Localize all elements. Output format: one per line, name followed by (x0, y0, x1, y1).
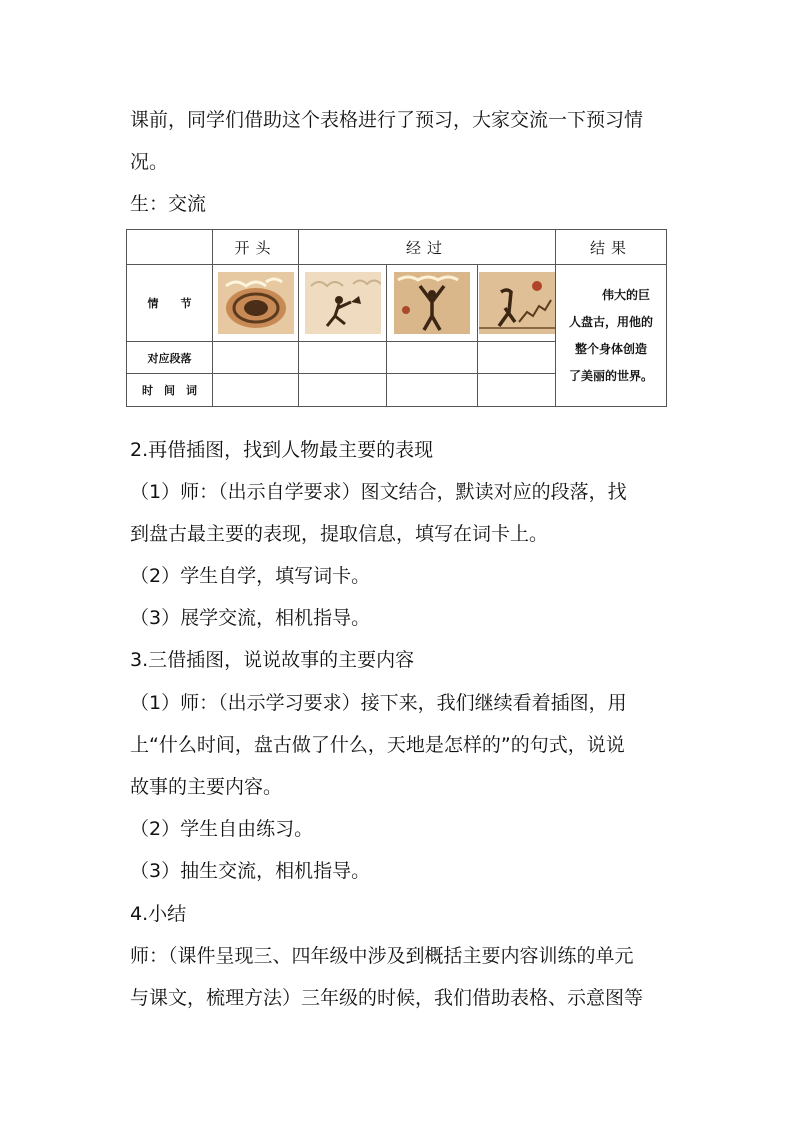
section4-title: 4.小结 (130, 903, 187, 925)
hold-sky-illustration (394, 272, 470, 334)
result-text-line: 整个身体创造 (575, 341, 648, 356)
empty-cell (213, 374, 299, 407)
result-text-line: 了美丽的世界。 (569, 368, 654, 383)
empty-cell (478, 374, 556, 407)
section2-item1-line: （1）师：（出示自学要求）图文结合，默读对应的段落，找 (130, 481, 627, 503)
table-header-start: 开头 (213, 230, 299, 265)
result-cell (556, 265, 667, 407)
body-transform-illustration (479, 272, 555, 334)
section3-item1-line: 上“什么时间，盘古做了什么，天地是怎样的”的句式，说说 (130, 734, 625, 756)
section3-item1-line: 故事的主要内容。 (130, 776, 283, 798)
empty-cell (299, 374, 387, 407)
table-header-process: 经过 (299, 230, 556, 265)
section3-item1-line: （1）师：（出示学习要求）接下来，我们继续看着插图，用 (130, 692, 627, 714)
axe-chop-illustration (305, 272, 381, 334)
table-header-result: 结果 (556, 230, 667, 265)
result-text-line: 人盘古，用他的 (569, 314, 654, 329)
picture-cell (213, 265, 299, 342)
intro-paragraph-line: 课前，同学们借助这个表格进行了预习，大家交流一下预习情 (130, 109, 644, 131)
result-text-line: 伟大的巨 (602, 287, 651, 302)
section3-item3: （3）抽生交流，相机指导。 (130, 860, 371, 882)
empty-cell (387, 374, 478, 407)
section3-item2: （2）学生自由练习。 (130, 818, 314, 840)
section3-title: 3.三借插图，说说故事的主要内容 (130, 649, 415, 671)
student-exchange-line: 生：交流 (130, 193, 207, 215)
section2-title: 2.再借插图，找到人物最主要的表现 (130, 439, 434, 461)
row-label-paragraph: 对应段落 (127, 342, 213, 374)
row-label-time-words: 时 间 词 (127, 374, 213, 407)
empty-cell (213, 342, 299, 374)
row-label-plot: 情 节 (127, 265, 213, 342)
section2-item1-line: 到盘古最主要的表现，提取信息，填写在词卡上。 (130, 523, 549, 545)
intro-paragraph-line: 况。 (130, 151, 169, 173)
picture-cell (478, 265, 556, 342)
empty-cell (387, 342, 478, 374)
story-structure-table (126, 229, 667, 407)
empty-cell (299, 342, 387, 374)
empty-cell (478, 342, 556, 374)
section4-line: 师：（课件呈现三、四年级中涉及到概括主要内容训练的单元 (130, 945, 634, 967)
section2-item3: （3）展学交流，相机指导。 (130, 607, 371, 629)
table-header-blank (127, 230, 213, 265)
section2-item2: （2）学生自学，填写词卡。 (130, 565, 371, 587)
section4-line: 与课文，梳理方法）三年级的时候，我们借助表格、示意图等 (130, 987, 644, 1009)
picture-cell (387, 265, 478, 342)
egg-chaos-illustration (218, 272, 294, 334)
picture-cell (299, 265, 387, 342)
